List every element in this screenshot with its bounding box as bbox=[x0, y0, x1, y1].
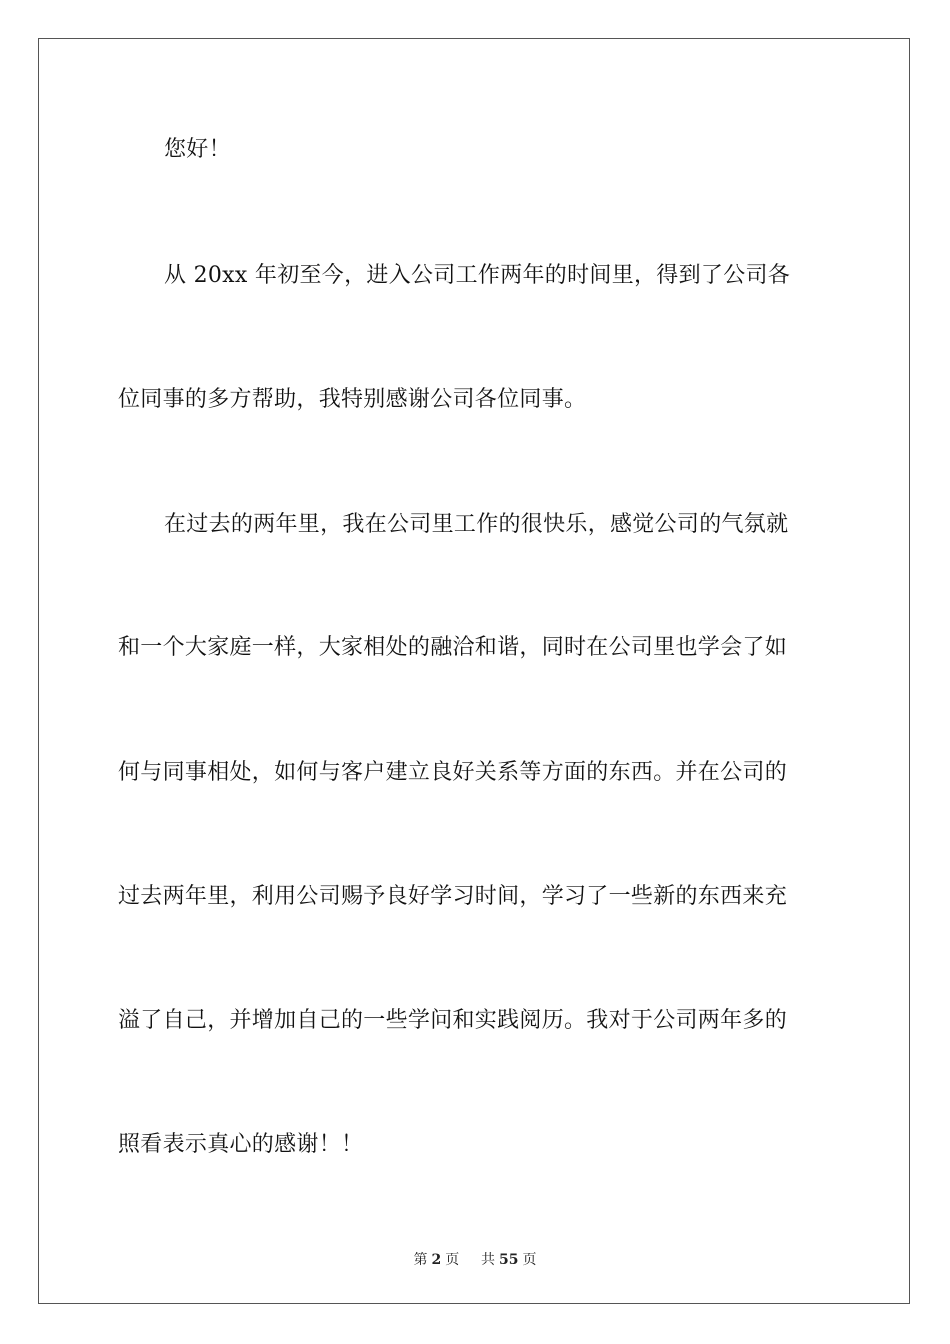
page-number: 2 bbox=[431, 1252, 442, 1268]
total-pages: 55 bbox=[499, 1252, 519, 1268]
page-border bbox=[38, 38, 910, 1304]
paragraph-1-line-1: 从 20xx 年初至今，进入公司工作两年的时间里，得到了公司各 bbox=[164, 263, 791, 288]
paragraph-1-line-2: 位同事的多方帮助，我特别感谢公司各位同事。 bbox=[118, 387, 587, 412]
paragraph-2-line-5: 溢了自己，并增加自己的一些学问和实践阅历。我对于公司两年多的 bbox=[118, 1008, 788, 1033]
page-prefix: 第 bbox=[413, 1252, 428, 1268]
paragraph-2-line-2: 和一个大家庭一样，大家相处的融洽和谐，同时在公司里也学会了如 bbox=[118, 635, 788, 660]
page-footer bbox=[0, 1249, 950, 1269]
paragraph-2-line-3: 何与同事相处，如何与客户建立良好关系等方面的东西。并在公司的 bbox=[118, 760, 788, 785]
greeting: 您好！ bbox=[164, 137, 231, 162]
paragraph-2-line-1: 在过去的两年里，我在公司里工作的很快乐，感觉公司的气氛就 bbox=[164, 512, 789, 537]
paragraph-2-line-4: 过去两年里，利用公司赐予良好学习时间，学习了一些新的东西来充 bbox=[118, 884, 788, 909]
total-suffix: 页 bbox=[522, 1252, 537, 1268]
total-prefix: 共 bbox=[481, 1252, 496, 1268]
page-suffix: 页 bbox=[445, 1252, 460, 1268]
paragraph-2-line-6: 照看表示真心的感谢！！ bbox=[118, 1132, 364, 1157]
